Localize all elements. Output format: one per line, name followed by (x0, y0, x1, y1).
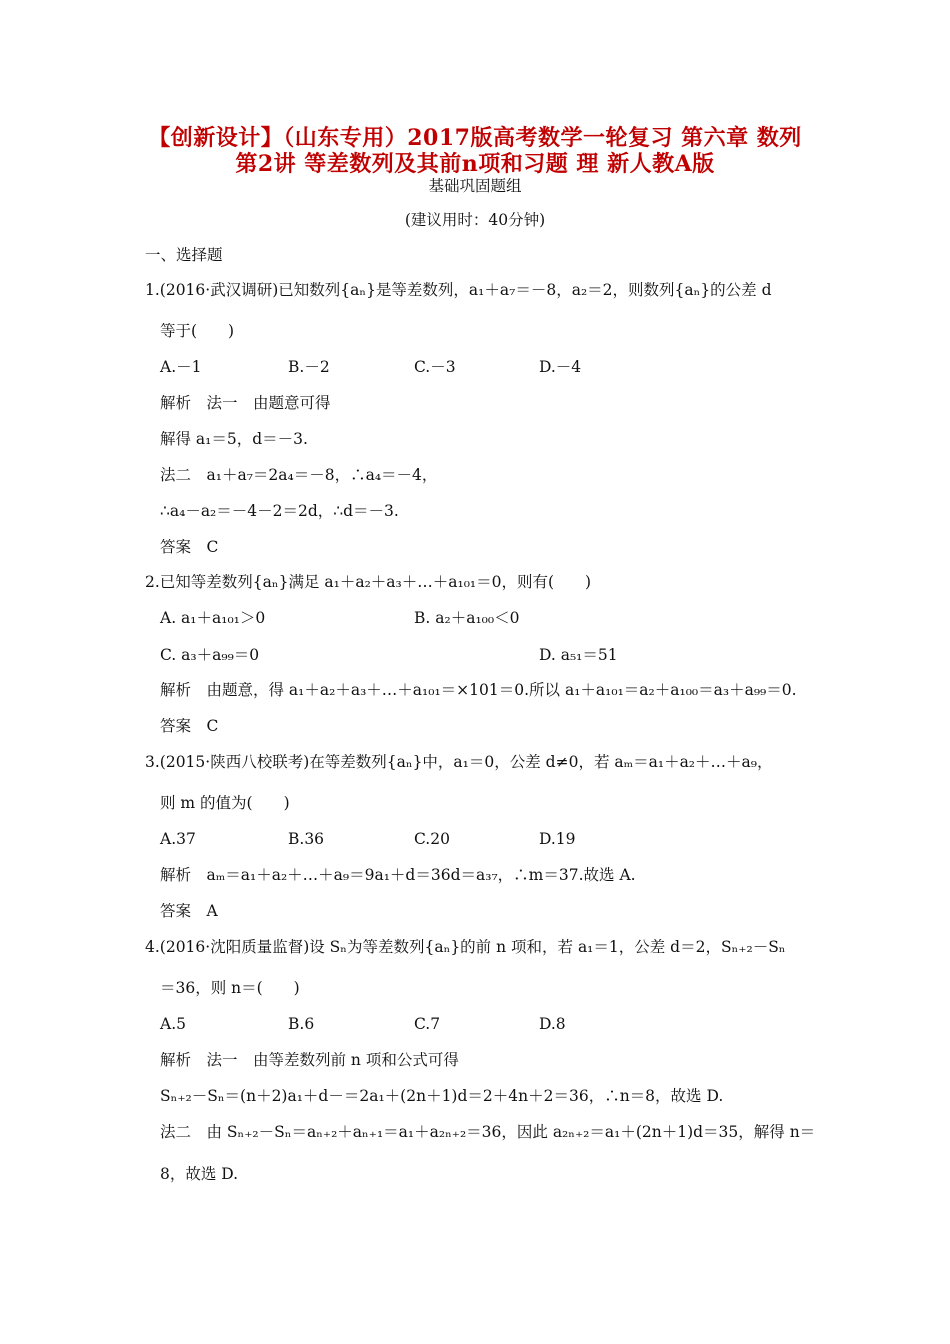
q1-option-a: A.－1 (160, 358, 202, 376)
q2-option-d: D. a₅₁＝51 (539, 646, 618, 664)
time-note: (建议用时：40分钟) (404, 211, 546, 229)
q1-option-c: C.－3 (414, 358, 456, 376)
q2-answer: 答案 C (160, 717, 219, 735)
q2-solution-line1: 解析 由题意，得 a₁＋a₂＋a₃＋…＋a₁₀₁＝×101＝0.所以 a₁＋a₁₀₁＝a₂＋a₁₀₀＝a₃＋a₉₉＝0. (160, 681, 797, 699)
q4-solution-line1: 解析 法一 由等差数列前 n 项和公式可得 (160, 1051, 459, 1069)
q3-answer: 答案 A (160, 902, 218, 920)
q3-option-c: C.20 (414, 830, 450, 848)
q1-answer: 答案 C (160, 538, 219, 556)
q2-option-c: C. a₃＋a₉₉＝0 (160, 646, 260, 664)
q1-stem-line1: 1.(2016·武汉调研)已知数列{aₙ}是等差数列，a₁＋a₇＝－8，a₂＝2，则数列{aₙ}的公差 d (145, 281, 772, 299)
q4-solution-line2: Sₙ₊₂－Sₙ＝(n＋2)a₁＋d－＝2a₁＋(2n＋1)d＝2＋4n＋2＝36，∴n＝8，故选 D. (160, 1087, 724, 1105)
q4-stem-line1: 4.(2016·沈阳质量监督)设 Sₙ为等差数列{aₙ}的前 n 项和，若 a₁＝1，公差 d＝2，Sₙ₊₂－Sₙ (145, 938, 786, 956)
q4-solution-line4: 8，故选 D. (160, 1165, 239, 1183)
q3-option-d: D.19 (539, 830, 576, 848)
q1-solution-line4: ∴a₄－a₂＝－4－2＝2d，∴d＝－3. (160, 502, 399, 520)
q2-stem-line1: 2.已知等差数列{aₙ}满足 a₁＋a₂＋a₃＋…＋a₁₀₁＝0，则有( ) (145, 573, 592, 591)
q1-option-b: B.－2 (288, 358, 330, 376)
q2-option-b: B. a₂＋a₁₀₀＜0 (414, 609, 520, 627)
q4-stem-line2: ＝36，则 n＝( ) (160, 979, 300, 997)
q3-solution-line1: 解析 aₘ＝a₁＋a₂＋…＋a₉＝9a₁＋d＝36d＝a₃₇，∴m＝37.故选 A. (160, 866, 636, 884)
q3-option-a: A.37 (160, 830, 196, 848)
section-subtitle: 基础巩固题组 (428, 177, 522, 195)
q3-stem-line2: 则 m 的值为( ) (160, 794, 290, 812)
q1-option-d: D.－4 (539, 358, 582, 376)
q4-option-c: C.7 (414, 1015, 441, 1033)
q4-option-a: A.5 (160, 1015, 186, 1033)
q1-solution-line3: 法二 a₁＋a₇＝2a₄＝－8，∴a₄＝－4， (160, 466, 438, 484)
q1-solution-line1: 解析 法一 由题意可得 (160, 394, 331, 412)
q4-option-b: B.6 (288, 1015, 315, 1033)
q4-solution-line3: 法二 由 Sₙ₊₂－Sₙ＝aₙ₊₂＋aₙ₊₁＝a₁＋a₂ₙ₊₂＝36，因此 a₂ₙ₊₂＝a₁＋(2n＋1)d＝35，解得 n＝ (160, 1123, 816, 1141)
section-heading: 一、选择题 (145, 246, 223, 264)
q2-option-a: A. a₁＋a₁₀₁＞0 (160, 609, 266, 627)
q1-stem-line2: 等于( ) (160, 322, 235, 340)
q4-option-d: D.8 (539, 1015, 566, 1033)
q3-stem-line1: 3.(2015·陕西八校联考)在等差数列{aₙ}中，a₁＝0，公差 d≠0，若 aₘ＝a₁＋a₂＋…＋a₉， (145, 753, 773, 771)
q1-solution-line2: 解得 a₁＝5，d＝－3. (160, 430, 308, 448)
q3-option-b: B.36 (288, 830, 325, 848)
page-title-line-1: 【创新设计】（山东专用）2017版高考数学一轮复习 第六章 数列 (148, 125, 802, 151)
page-title-line-2: 第2讲 等差数列及其前n项和习题 理 新人教A版 (235, 151, 715, 177)
